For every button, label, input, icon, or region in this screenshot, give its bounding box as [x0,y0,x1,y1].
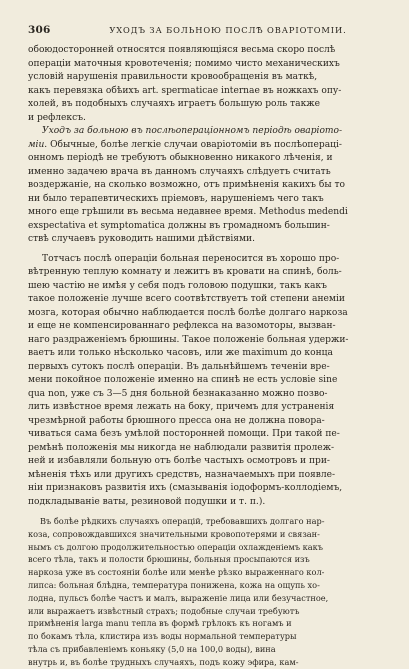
page-header [28,24,378,40]
text-line: qua non, уже съ 3—5 дня больной безнаказанно можно позво- [28,388,328,399]
text-line: наркоза уже въ состояніи болѣе или менѣе рѣзко выраженнаго кол- [28,567,325,578]
paragraph-4-small-print [28,515,378,669]
text-line: именно задачею врача въ данномъ случаяхъ слѣдуетъ считать [28,166,331,177]
section-heading-end: міи. [28,139,48,150]
text-line: операціи маточныя кровотеченія; помимо чисто механическихъ [28,58,340,69]
text-line: ваетъ или только нѣсколько часовъ, или же maximum до конца [28,348,333,358]
text-line: мѣненія тѣхъ или другихъ средствъ, назначаемыхъ при появле- [28,469,336,480]
text-line: внутрь и, въ болѣе трудныхъ случаяхъ, подъ кожу эфира, кам- [28,656,299,667]
text-line: нымъ съ долгою продолжительностью операціи охлажденіемъ какъ [28,541,323,552]
text-line: и еще не компенсированнаго рефлекса на вазомоторы, вызван- [28,321,336,331]
text-line: Тотчасъ послѣ операціи больная переносится въ хорошо про- [42,253,340,264]
text-line: или выражаетъ извѣстный страхъ; подобные случаи требуютъ [28,605,300,616]
text-line: exspectativa et symptomatica должны въ громадномъ большин- [28,220,330,231]
text-line: лодна, пульсъ болѣе частъ и малъ, выраженіе лица или безучастное, [28,592,329,603]
text-line: липса: больная блѣдна, температура понижена, кожа на ощупь хо- [28,579,320,590]
text-line: коза, сопровождавшихся значительными кровопотерями и связан- [28,528,320,539]
text-line: онномъ періодѣ не требуютъ обыкновенно никакого лѣченія, и [28,153,333,163]
text-line-part: Обычные, болѣе легкіе случаи оваріотоміи въ послѣоперaці- [47,139,342,150]
paragraph-3 [28,253,378,510]
text-line: такое положеніе лучше всего соотвѣтствуетъ той степени анеміи [28,294,345,304]
text-line: лить извѣстное время лежать на боку, причемъ для устраненія [28,402,335,412]
text-line: воздержаніе, на сколько возможно, отъ примѣненія какихъ бы то [28,180,345,190]
text-line: ней и избавляли больную отъ болѣе частыхъ осмотровъ и при- [28,456,330,466]
running-title: УХОДЪ ЗА БОЛЬНОЮ ПОСЛѢ ОВАРІОТОМІИ. [109,25,347,35]
text-line: много еще грѣшили въ весьма недавнее время. Methodus medendi [28,207,348,217]
text-line: тѣла съ прибавленіемъ коньяку (5,0 на 100,0 воды), вина [28,643,276,654]
text-line: Въ болѣе рѣдкихъ случаяхъ операцій, требовавшихъ долгаго нар- [40,516,325,526]
text-line: мени покойное положеніе именно на спинѣ не есть условіе sine [28,375,338,385]
text-line: ни было терапевтическихъ пріемовъ, нарушеніемъ чего такъ [28,193,324,204]
text-line: ремѣнѣ положенія мы никогда не наблюдали развитія пролеж- [28,442,335,453]
text-line: наго раздраженіемъ брюшины. Такое положеніе больная удержи- [28,334,349,345]
text-line: холей, въ подобныхъ случаяхъ играетъ большую роль также [28,99,321,109]
page-body [28,44,378,669]
paragraph-2 [28,125,378,247]
text-line: ствѣ случаевъ руководить нашими дѣйствіями. [28,234,255,244]
text-line [28,139,378,153]
text-line: вѣтренную теплую комнату и лежитъ въ кровати на спинѣ, боль- [28,267,342,277]
text-line: чиваться сама безъ умѣлой посторонней помощи. При такой пе- [28,429,340,439]
section-heading: Уходъ за больною въ послѣоперaціонномъ періодѣ оваріото- [42,126,343,136]
text-line: примѣненія larga manu тепла въ формѣ грѣлокъ къ ногамъ и [28,618,292,629]
text-line: какъ перевязка обѣихъ art. spermaticae internae въ ножкахъ опу- [28,85,342,96]
text-line: условій нарушенія правильности кровообращенія въ маткѣ, [28,72,318,82]
text-line: и рефлексъ. [28,112,86,123]
text-line: мозга, которая обычно наблюдается послѣ болѣе долгаго наркоза [28,307,348,318]
text-line: первыхъ сутокъ послѣ операціи. Въ дальнѣйшемъ теченіи вре- [28,361,330,372]
text-line: по бокамъ тѣла, клистира изъ воды нормальной температуры [28,631,297,642]
page-number: 306 [28,24,51,36]
text-line: ніи признаковъ развитія ихъ (смазыванія іодоформъ-коллодіемъ, [28,483,343,493]
text-line: обоюдосторонней относятся появляющіяся весьма скоро послѣ [28,45,336,55]
paragraph-1 [28,44,378,125]
text-line: подкладываніе ваты, резиновой подушки и т. п.). [28,496,266,507]
text-line: шею частію не имѣя у себя подъ головою подушки, такъ какъ [28,280,327,291]
text-line: чрезмѣрной работы брюшного пресса она не должна повора- [28,415,325,426]
text-line: всего тѣла, такъ и полости брюшины, больныя просыпаются изъ [28,554,310,565]
